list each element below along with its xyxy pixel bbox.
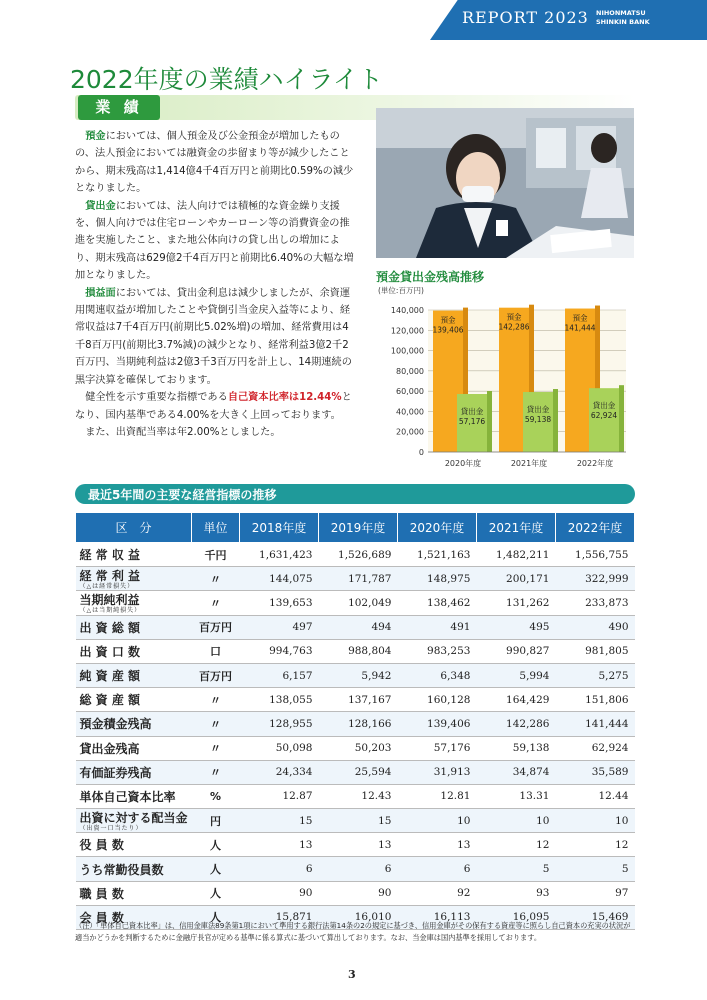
row-unit: 人 [192,881,240,905]
row-value: 16,010 [319,905,398,929]
table-row [76,567,635,591]
row-label [76,712,192,736]
row-value: 13 [319,833,398,857]
row-value: 13 [397,833,476,857]
row-value: 5 [476,857,555,881]
table-row [76,784,635,808]
row-unit: 〃 [192,567,240,591]
table-title: 最近5年間の主要な経営指標の推移 [88,488,277,502]
row-label-text: 経 常 収 益 [79,548,141,563]
row-value: 1,526,689 [319,543,398,567]
row-value: 13.31 [476,784,555,808]
row-value: 1,482,211 [476,543,555,567]
row-label [76,833,192,857]
row-value: 15 [240,809,319,833]
paragraph-income [75,285,355,389]
chart-series-name-deposit: 預金 [440,315,456,325]
row-label-text: 単体自己資本比率 [79,789,176,804]
row-unit: 百万円 [192,615,240,639]
paragraph-deposits [75,128,355,198]
bank-name-line2: SHINKIN BANK [596,18,650,26]
bank-name [596,9,650,27]
table-header-cell: 2021年度 [476,513,555,543]
row-value: 138,055 [240,688,319,712]
chart-y-tick-label: 100,000 [390,346,424,356]
table-row [76,833,635,857]
chart-y-tick-label: 140,000 [390,306,424,315]
row-value: 15,469 [555,905,634,929]
row-label [76,567,192,591]
row-value: 160,128 [397,688,476,712]
table-header-cell: 区 分 [76,513,192,543]
row-value: 5,994 [476,663,555,687]
row-value: 1,631,423 [240,543,319,567]
row-label-text: 預金積金残高 [79,717,152,732]
row-label-text: 職 員 数 [79,886,124,901]
row-value: 35,589 [555,760,634,784]
row-value: 131,262 [476,591,555,615]
table-note: （注）「単体自己資本比率」は、信用金庫法89条第1項において準用する銀行法第14条の2の規定に基づき、信用金庫がその保有する資産等に照らし自己資本の充実の状況が適当かどうかを判断するために金融庁長官が定める基準に係る算式に基づいて算出しております。なお、当金庫は国内基準を採用しております。 [75,921,631,942]
row-unit: 〃 [192,712,240,736]
report-year-label: REPORT 2023 [462,8,589,27]
table-row [76,881,635,905]
table-row [76,688,635,712]
row-value: 5 [555,857,634,881]
row-unit: 〃 [192,591,240,615]
table-row [76,857,635,881]
row-value: 137,167 [319,688,398,712]
chart-bar-loan-side [619,385,624,452]
row-value: 494 [319,615,398,639]
row-value: 90 [240,881,319,905]
chart-y-tick-label: 80,000 [396,366,424,376]
row-value: 151,806 [555,688,634,712]
row-unit: 人 [192,857,240,881]
table-row [76,663,635,687]
row-label-text: 会 員 数 [79,910,124,925]
row-label [76,736,192,760]
row-value: 200,171 [476,567,555,591]
row-value: 5,942 [319,663,398,687]
chart-y-tick-label: 120,000 [390,326,424,336]
text-loans: においては、法人向けでは積極的な資金繰り支援を、個人向けでは住宅ローンやカーローン等の消費資金の推進を実施したこと、また地公体向けの貸し出しの増加により、期末残高は629億2千4百万円と前期比6.40%の大幅な増加となりました。 [75,200,354,282]
row-value: 93 [476,881,555,905]
table-row [76,543,635,567]
row-value: 144,075 [240,567,319,591]
page-number: 3 [348,968,356,981]
row-unit: % [192,784,240,808]
body-text [75,128,355,441]
row-value: 6,157 [240,663,319,687]
row-value: 491 [397,615,476,639]
row-label-subnote: （△は当期純損失） [79,607,142,615]
table-header-cell: 2018年度 [240,513,319,543]
row-value: 90 [319,881,398,905]
paragraph-capital [75,389,355,424]
row-value: 171,787 [319,567,398,591]
kw-deposits: 預金 [85,131,106,142]
row-value: 92 [397,881,476,905]
chart-unit-label: (単位:百万円) [378,286,424,295]
table-row [76,809,635,833]
chart-x-tick-label: 2022年度 [576,459,614,468]
row-value: 16,095 [476,905,555,929]
row-value: 988,804 [319,639,398,663]
row-label-text: 出 資 口 数 [79,644,141,659]
table-header-cell: 2019年度 [319,513,398,543]
text-capital-b: となり、国内基準である4.00%を大きく上回っております。 [75,392,352,421]
bank-name-line1: NIHONMATSU [596,9,646,17]
row-value: 50,098 [240,736,319,760]
text-income: においては、貸出金利息は減少しましたが、余資運用関連収益が増加したことや貸倒引当金戻入益等により、経常収益は7千4百万円(前期比5.02%増)の増加、経常費用は4千8百万円(前期比3.7%減)の減少となり、経常利益3億2千2百万円、当期純利益は2億3千3百万円を計上し、14期連続の黒字決算を確保しております。 [75,287,352,386]
text-capital-a: 健全性を示す重要な指標である [85,392,228,404]
row-label-subnote: （出資一口当たり） [79,825,143,833]
table-header-cell: 2022年度 [555,513,634,543]
row-unit: 人 [192,905,240,929]
chart-y-tick-label: 20,000 [396,427,424,437]
row-label [76,760,192,784]
row-unit: 口 [192,639,240,663]
row-label [76,881,192,905]
row-label-text: 出資に対する配当金 [79,811,188,826]
row-value: 1,521,163 [397,543,476,567]
row-value: 12.43 [319,784,398,808]
chart-value-label-loan: 59,138 [524,415,552,425]
row-value: 13 [240,833,319,857]
chart-x-tick-label: 2021年度 [510,459,548,468]
chart-y-tick-label: 40,000 [396,407,424,417]
row-value: 97 [555,881,634,905]
chart-title: 預金貸出金残高推移 [376,270,485,284]
row-value: 139,653 [240,591,319,615]
row-unit: 百万円 [192,663,240,687]
row-value: 141,444 [555,712,634,736]
row-value: 12.87 [240,784,319,808]
row-unit: 人 [192,833,240,857]
row-value: 6,348 [397,663,476,687]
chart-bar-loan-side [487,391,492,452]
row-value: 148,975 [397,567,476,591]
row-label-text: 経 常 利 益 [79,569,141,584]
row-label-text: 当期純利益 [79,593,140,608]
row-value: 5,275 [555,663,634,687]
row-unit: 〃 [192,688,240,712]
office-photo [376,108,634,258]
row-unit: 〃 [192,760,240,784]
row-value: 138,462 [397,591,476,615]
row-value: 59,138 [476,736,555,760]
table-header-cell: 単位 [192,513,240,543]
chart-series-name-loan: 貸出金 [460,407,484,417]
row-value: 62,924 [555,736,634,760]
row-value: 6 [240,857,319,881]
chart-series-name-deposit: 預金 [506,312,522,322]
row-value: 6 [397,857,476,881]
row-label-text: 有価証券残高 [79,765,152,780]
row-value: 12 [476,833,555,857]
row-value: 10 [555,809,634,833]
row-value: 322,999 [555,567,634,591]
row-value: 981,805 [555,639,634,663]
row-value: 6 [319,857,398,881]
row-value: 233,873 [555,591,634,615]
row-value: 128,166 [319,712,398,736]
row-label [76,591,192,615]
row-value: 25,594 [319,760,398,784]
row-value: 50,203 [319,736,398,760]
row-label [76,615,192,639]
balance-chart [376,290,634,470]
row-unit: 円 [192,809,240,833]
row-label [76,639,192,663]
row-value: 497 [240,615,319,639]
paragraph-dividend: また、出資配当率は年2.00%としました。 [85,426,281,438]
row-value: 142,286 [476,712,555,736]
table-row [76,736,635,760]
table-body [76,543,635,930]
row-value: 994,763 [240,639,319,663]
chart-y-tick-label: 0 [418,448,424,457]
row-label-text: 役 員 数 [79,838,124,853]
row-label-text: 出 資 総 額 [79,620,141,635]
table-header-cell: 2020年度 [397,513,476,543]
chart-value-label-loan: 57,176 [458,417,486,427]
row-label [76,543,192,567]
row-value: 164,429 [476,688,555,712]
row-value: 24,334 [240,760,319,784]
row-value: 1,556,755 [555,543,634,567]
chart-value-label-deposit: 139,406 [432,325,464,335]
row-label [76,663,192,687]
office-photo-image [376,108,634,258]
row-label-subnote: （△は経常損失） [79,583,135,591]
row-value: 12 [555,833,634,857]
row-unit: 千円 [192,543,240,567]
row-label-text: 貸出金残高 [79,741,140,756]
chart-value-label-deposit: 142,286 [498,322,530,332]
row-value: 102,049 [319,591,398,615]
kw-income: 損益面 [85,287,116,299]
table-header-row [76,513,635,543]
text-deposits: においては、個人預金及び公金預金が増加したものの、法人預金においては融資金の歩留まり等が減少したことから、期末残高は1,414億4千4百万円と前期比0.59%の減少となりました。 [75,131,354,195]
row-value: 12.44 [555,784,634,808]
row-value: 495 [476,615,555,639]
table-row [76,615,635,639]
chart-value-label-deposit: 141,444 [564,323,596,333]
row-value: 490 [555,615,634,639]
row-value: 10 [397,809,476,833]
chart-x-tick-label: 2020年度 [444,459,482,468]
paragraph-loans [75,198,355,285]
row-label [76,857,192,881]
row-value: 34,874 [476,760,555,784]
chart-series-name-loan: 貸出金 [592,401,616,411]
row-label-text: うち常勤役員数 [79,862,164,877]
chart-y-tick-label: 60,000 [396,387,424,397]
row-value: 139,406 [397,712,476,736]
table-row [76,712,635,736]
row-value: 57,176 [397,736,476,760]
row-value: 983,253 [397,639,476,663]
kw-loans: 貸出金 [85,200,116,212]
row-value: 15,871 [240,905,319,929]
chart-value-label-loan: 62,924 [590,411,618,421]
chart-series-name-loan: 貸出金 [526,405,550,415]
chart-bar-loan-side [553,389,558,452]
row-label [76,784,192,808]
chart-series-name-deposit: 預金 [572,313,588,323]
capital-ratio-highlight: 自己資本比率は12.44% [227,392,342,404]
table-row [76,760,635,784]
row-unit: 〃 [192,736,240,760]
row-value: 15 [319,809,398,833]
row-value: 10 [476,809,555,833]
kpi-table [75,512,635,930]
row-label [76,809,192,833]
row-label-text: 純 資 産 額 [79,669,141,684]
page-title: 2022年度の業績ハイライト [70,65,383,94]
row-value: 16,113 [397,905,476,929]
row-value: 990,827 [476,639,555,663]
table-row [76,591,635,615]
section-label: 業 績 [78,95,160,120]
row-value: 12.81 [397,784,476,808]
row-label-text: 総 資 産 額 [79,693,141,708]
table-row [76,639,635,663]
row-value: 31,913 [397,760,476,784]
row-label [76,688,192,712]
row-value: 128,955 [240,712,319,736]
